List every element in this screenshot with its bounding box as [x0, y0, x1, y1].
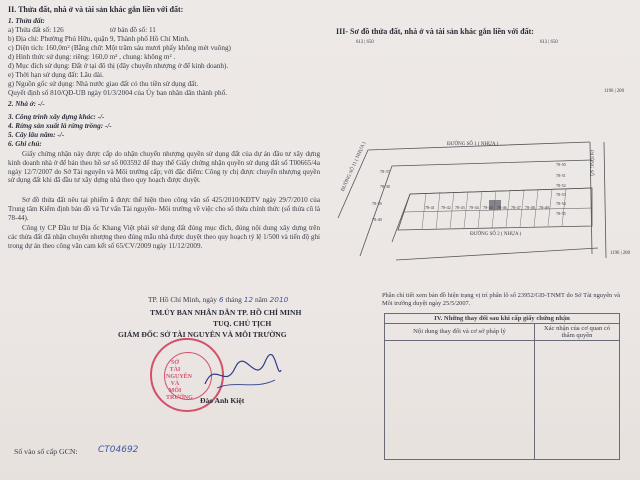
lot-label: 78-43: [455, 205, 465, 210]
lot-label: 78-50: [556, 162, 566, 167]
table-body-row: [385, 340, 619, 459]
lot-label: 78-46: [497, 205, 507, 210]
road-1-label: ĐƯỜNG SỐ 1 ( NHỰA ): [447, 142, 499, 147]
lot-label: 78-38: [380, 184, 390, 189]
lot-label: 78-55: [556, 211, 566, 216]
note-c: Công ty CP Đầu tư Địa ốc Khang Việt phải sử dụng đất đúng mục đích, đúng nội dung xây dựng trên các thửa đất đã nhận chuyển nhượng theo đúng mẫu nhà được duyệt theo quy hoạch tỷ lệ 1/500 và tiến độ ghi trong dự án theo công văn cam kết số 65/CV/2009 ngày 11/12/2009.: [8, 224, 320, 250]
notes-title: 6. Ghi chú:: [8, 140, 42, 148]
authority-line-2: TUQ. CHỦ TỊCH: [213, 319, 272, 328]
table-cell-confirmation: [535, 341, 619, 459]
map-sheet: tờ bản đồ số: 11: [110, 26, 156, 34]
table-header-row: [385, 323, 619, 340]
coord-top-left: 613 | 650: [356, 40, 374, 45]
lot-label: 78-40: [372, 217, 382, 222]
signature-icon: [195, 350, 285, 398]
usage-form: d) Hình thức sử dụng: riêng: 160,0 m² , chung: không m² .: [8, 53, 176, 61]
date-month: 12: [243, 295, 254, 304]
forest: 4. Rừng sản xuất là rừng trồng: -/-: [8, 122, 112, 130]
section2-title: II. Thửa đất, nhà ở và tài sản khác gắn liền với đất:: [8, 5, 184, 14]
road-2-label: ĐƯỜNG SỐ 2 ( NHỰA ): [470, 232, 522, 237]
lot-label: 78-51: [556, 173, 566, 178]
road-11-label: ĐƯỜNG SỐ 11 ( NHỰA ): [340, 141, 368, 193]
lot-label: 78-45: [483, 205, 493, 210]
table-title-row: [385, 314, 619, 323]
lot-label: 78-37: [380, 169, 390, 174]
coord-right-bottom: 1196 | 200: [610, 251, 630, 256]
stamp-text: SỞ TÀI NGUYÊN VÀ MÔI TRƯỜNG: [166, 360, 193, 401]
lot-label: 78-49: [539, 205, 549, 210]
date-month-word: tháng: [225, 295, 242, 304]
date-prefix: TP. Hồ Chí Minh, ngày: [148, 295, 217, 304]
table-cell-changes: [385, 341, 535, 459]
lot-label: 78-53: [556, 192, 566, 197]
date-line: [148, 296, 288, 305]
note-b: Sơ đồ thửa đất nêu tại phiếm ă được thể hiện theo công văn số 425/2010/KĐTV ngày 29/7/2010 của Trung tâm Kiểm định bản đồ và Tư vấn Tài nguyên- Môi trường về việc cho số thửa chính thức (số thửa cũ là 78-44).: [8, 196, 320, 222]
lot-number: a) Thửa đất số: 126: [8, 26, 64, 34]
decision: Quyết định số 810/QĐ-UB ngày 01/3/2004 của Ủy ban nhân dân thành phố.: [8, 89, 227, 97]
land-title: 1. Thửa đất:: [8, 17, 45, 25]
lot-label: 78-47: [511, 205, 521, 210]
usage-origin: g) Nguồn gốc sử dụng: Nhà nước giao đất có thu tiền sử dụng đất.: [8, 80, 199, 88]
lot-label: 78-52: [556, 183, 566, 188]
note-a: Giấy chứng nhận này được cấp do nhận chuyển nhượng quyền sử dụng đất của dự án đầu tư xây dựng kinh doanh nhà ở để bán theo hồ sơ số 003592 để thay thế Giấy chứng nhận quyền sử dụng đất số T00665/4a ngày 12/7/2007 do Sở Tài nguyên và Môi trường cấp; với đặc điểm: Công ty chị được chuyển nhượng quyền sử dụng đất khi đã đầu tư xây dựng nhà theo quy hoạch được duyệt.: [8, 150, 320, 185]
date-day: 6: [218, 295, 224, 304]
changes-table: [384, 313, 620, 460]
date-year-word: năm: [254, 295, 268, 304]
coord-top-right: 613 | 650: [540, 40, 558, 45]
authority-line-1: TM.ỦY BAN NHÂN DÂN TP. HỒ CHÍ MINH: [150, 308, 302, 317]
lot-label: 78-41: [425, 205, 435, 210]
coord-right-top: 1196 | 200: [604, 89, 624, 94]
lot-label: 78-42: [441, 205, 451, 210]
usage-purpose: đ) Mục đích sử dụng: Đất ở tại đô thị (đây chuyển nhượng ở để kinh doanh).: [8, 62, 229, 70]
change-note: Phần chỉ tiết xem bản đồ hiện trạng vị trí phân lô số 23952/GĐ-TNMT do Sở Tài nguyên và Môi trường duyệt ngày 25/5/2007.: [382, 292, 620, 307]
table-title: IV. Những thay đổi sau khi cấp giấy chứng nhận: [434, 315, 570, 322]
signer-name: Đào Anh Kiệt: [200, 396, 245, 405]
date-year: 2010: [269, 295, 289, 304]
gcn-number: CT04692: [98, 445, 139, 455]
lot-label: 78-48: [525, 205, 535, 210]
section3-title: III- Sơ đồ thửa đất, nhà ở và tài sản khác gắn liền với đất:: [336, 27, 534, 36]
road-right-label: ĐƯỜNG SỐ: [588, 150, 593, 176]
area: c) Diện tích: 160,0m² (Bằng chữ: Một trăm sáu mươi phẩy không mét vuông): [8, 44, 231, 52]
lot-label: 78-44: [469, 205, 479, 210]
house: 2. Nhà ở: -/-: [8, 100, 45, 108]
lot-label: 78-39: [372, 201, 382, 206]
column-header-confirmation: Xác nhận của cơ quan có thẩm quyền: [543, 325, 611, 339]
lot-label: 78-54: [556, 201, 566, 206]
column-header-changes: Nội dung thay đổi và cơ sở pháp lý: [385, 324, 535, 340]
address: b) Địa chỉ: Phường Phú Hữu, quận 9, Thành phố Hồ Chí Minh.: [8, 35, 190, 43]
perennial: 5. Cây lâu năm: -/-: [8, 131, 65, 139]
gcn-label: Số vào sổ cấp GCN:: [14, 447, 78, 456]
authority-line-3: GIÁM ĐỐC SỞ TÀI NGUYÊN VÀ MÔI TRƯỜNG: [118, 330, 287, 339]
usage-duration: e) Thời hạn sử dụng đất: Lâu dài.: [8, 71, 104, 79]
construction: 3. Công trình xây dựng khác: -/-: [8, 113, 105, 121]
